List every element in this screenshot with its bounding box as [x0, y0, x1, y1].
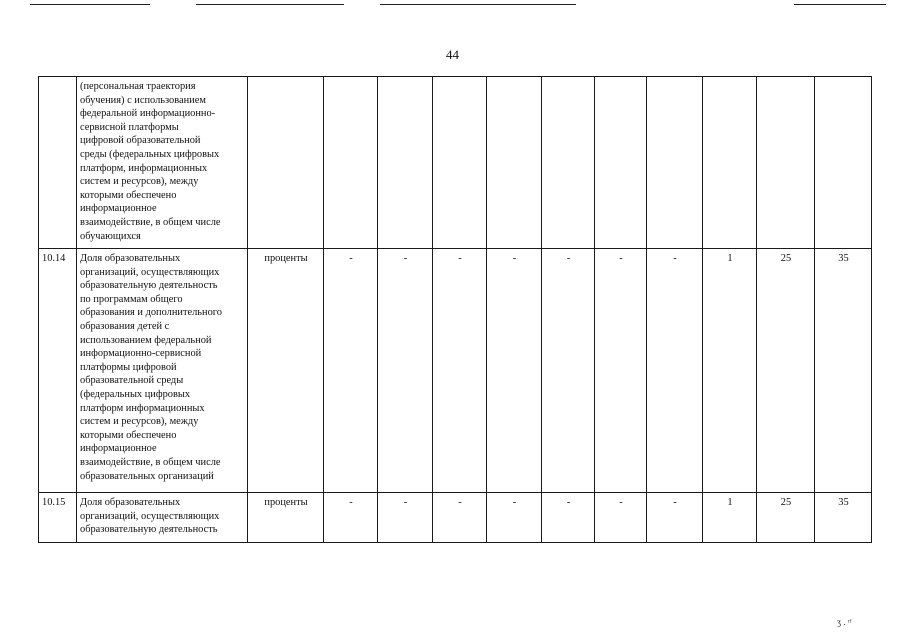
value-cell	[433, 77, 487, 249]
value-cell: -	[433, 493, 487, 543]
value-cell: -	[378, 493, 433, 543]
value-cell: -	[595, 493, 647, 543]
header-rule-3	[380, 4, 576, 5]
header-rule-4	[794, 4, 886, 5]
unit-cell	[248, 77, 324, 249]
value-cell: -	[647, 249, 703, 493]
value-cell	[542, 77, 595, 249]
value-cell: -	[595, 249, 647, 493]
indicator-name-text: (персональная траектория обучения) с использованием федеральной информационно- сервисной платформы цифровой образовательной среды (федеральных цифровых платформ, информационных систем и ресурсов), между которыми обеспечено информационное взаимодействие, в общем числе обучающихся	[80, 81, 221, 242]
row-number	[39, 77, 77, 249]
value-cell: 1	[703, 493, 757, 543]
table-row	[39, 77, 872, 249]
table-row	[39, 493, 872, 543]
value-cell: 25	[757, 493, 815, 543]
value-cell: 25	[757, 249, 815, 493]
value-cell	[647, 77, 703, 249]
scan-mark: ʒ . ʳᶠ	[837, 617, 852, 627]
value-cell	[378, 77, 433, 249]
indicator-name	[77, 249, 248, 493]
value-cell	[324, 77, 378, 249]
value-cell: -	[487, 493, 542, 543]
row-number: 10.14	[39, 249, 77, 493]
value-cell	[487, 77, 542, 249]
indicator-name	[77, 77, 248, 249]
value-cell: -	[487, 249, 542, 493]
indicators-table	[38, 76, 872, 543]
unit-cell: проценты	[248, 249, 324, 493]
value-cell: 35	[815, 493, 872, 543]
page-number: 44	[446, 47, 459, 62]
unit-cell: проценты	[248, 493, 324, 543]
value-cell	[757, 77, 815, 249]
value-cell	[815, 77, 872, 249]
header-rule-1	[30, 4, 150, 5]
value-cell: -	[433, 249, 487, 493]
indicator-name-text: Доля образовательных организаций, осуществляющих образовательную деятельность по программам общего образования и дополнительного образования детей с использованием федеральной информационно-сервисной платформы цифровой образовательной среды (федеральных цифровых платформ информационных систем и ресурсов), между которыми обеспечено информационное взаимодействие, в общем числе образовательных организаций	[80, 253, 223, 482]
value-cell	[703, 77, 757, 249]
indicator-name-text: Доля образовательных организаций, осуществляющих образовательную деятельность	[80, 497, 220, 536]
value-cell	[595, 77, 647, 249]
table-row	[39, 249, 872, 493]
value-cell: 35	[815, 249, 872, 493]
value-cell: 1	[703, 249, 757, 493]
value-cell: -	[378, 249, 433, 493]
value-cell: -	[542, 493, 595, 543]
value-cell: -	[542, 249, 595, 493]
value-cell: -	[324, 249, 378, 493]
value-cell: -	[647, 493, 703, 543]
indicator-name	[77, 493, 248, 543]
header-rule-2	[196, 4, 344, 5]
row-number: 10.15	[39, 493, 77, 543]
value-cell: -	[324, 493, 378, 543]
